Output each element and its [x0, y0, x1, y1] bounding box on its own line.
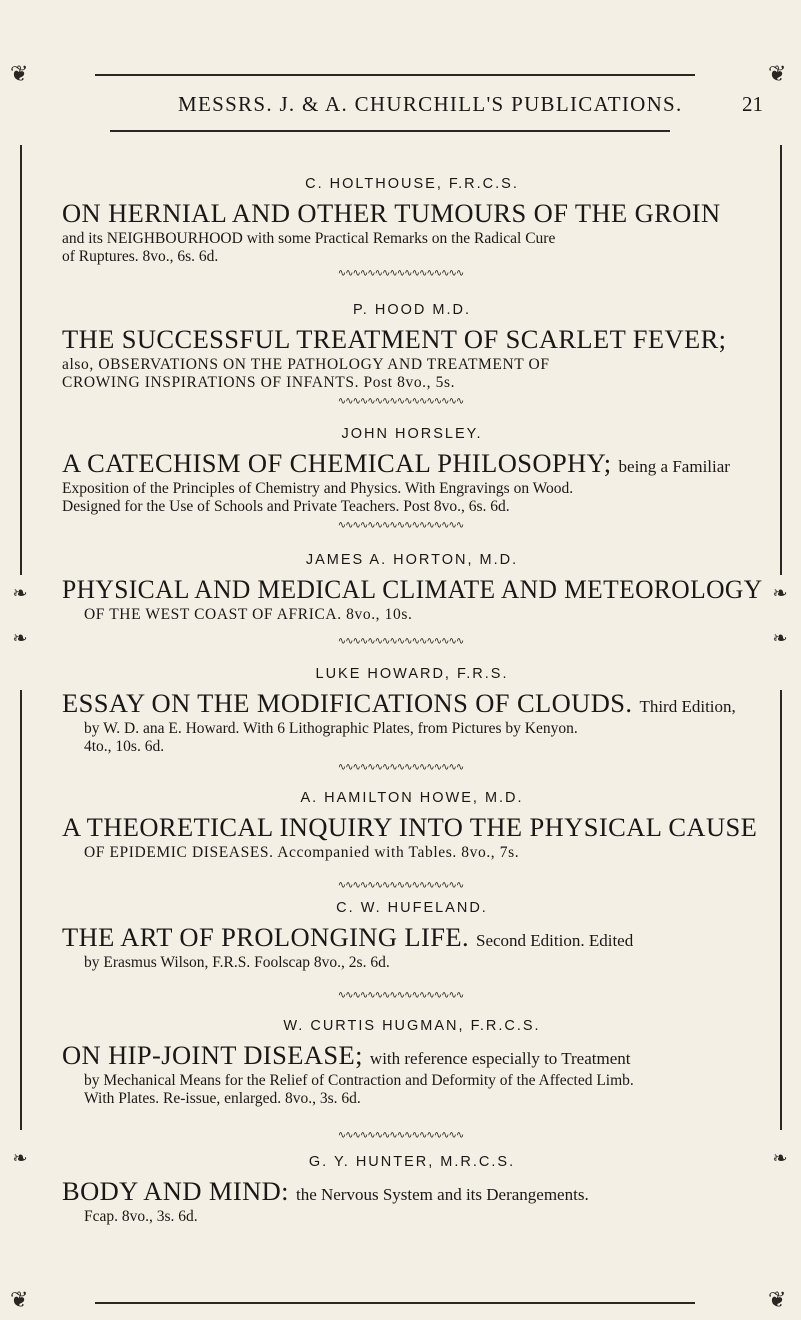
title-continuation: Second Edition. Edited: [476, 931, 634, 950]
corner-ornament-top-right: ❦: [768, 62, 787, 87]
catalogue-entry: [62, 1018, 762, 1108]
divider: ∿∿∿∿∿∿∿∿∿∿∿∿∿∿∿∿∿: [337, 1130, 464, 1141]
book-description: OF THE WEST COAST OF AFRICA. 8vo., 10s.: [84, 606, 413, 624]
book-title: [62, 922, 762, 952]
side-ornament-left-3: ❧: [12, 1148, 28, 1169]
title-main: THE ART OF PROLONGING LIFE.: [62, 922, 469, 952]
side-ornament-right-2: ❧: [772, 628, 788, 649]
top-rule: [95, 74, 695, 76]
book-description: by Erasmus Wilson, F.R.S. Foolscap 8vo., 2s. 6d.: [84, 954, 390, 972]
book-description: 4to., 10s. 6d.: [84, 738, 165, 756]
book-title: [62, 198, 762, 228]
title-main: ON HIP-JOINT DISEASE;: [62, 1040, 363, 1070]
book-description: also, OBSERVATIONS ON THE PATHOLOGY AND TREATMENT OF: [62, 356, 550, 374]
header-underline: [110, 130, 670, 132]
catalogue-entry: [62, 302, 762, 392]
book-description: Fcap. 8vo., 3s. 6d.: [84, 1208, 198, 1226]
title-continuation: being a Familiar: [618, 457, 730, 476]
side-ornament-right-1: ❧: [772, 583, 788, 604]
author-name: C. W. HUFELAND.: [336, 900, 488, 916]
title-main: A THEORETICAL INQUIRY INTO THE PHYSICAL CAUSE: [62, 812, 758, 842]
book-title: [62, 448, 762, 478]
title-continuation: with reference especially to Treatment: [369, 1049, 631, 1068]
book-description: by W. D. ana E. Howard. With 6 Lithographic Plates, from Pictures by Kenyon.: [84, 720, 578, 738]
author-name: LUKE HOWARD, F.R.S.: [315, 666, 509, 682]
title-continuation: the Nervous System and its Derangements.: [295, 1185, 589, 1204]
corner-ornament-bottom-right: ❦: [768, 1288, 787, 1313]
book-title: [62, 1176, 762, 1206]
book-title: [62, 574, 763, 604]
side-ornament-left-1: ❧: [12, 583, 28, 604]
title-main: PHYSICAL AND MEDICAL CLIMATE AND METEOROLOGY: [62, 574, 763, 604]
catalogue-entry: [62, 900, 762, 972]
divider: ∿∿∿∿∿∿∿∿∿∿∿∿∿∿∿∿∿: [337, 762, 464, 773]
side-ornament-right-3: ❧: [772, 1148, 788, 1169]
side-ornament-left-2: ❧: [12, 628, 28, 649]
divider: ∿∿∿∿∿∿∿∿∿∿∿∿∿∿∿∿∿: [337, 636, 464, 647]
divider: ∿∿∿∿∿∿∿∿∿∿∿∿∿∿∿∿∿: [337, 396, 464, 407]
book-title: [62, 1040, 762, 1070]
book-description: OF EPIDEMIC DISEASES. Accompanied with Tables. 8vo., 7s.: [84, 844, 520, 862]
title-main: ON HERNIAL AND OTHER TUMOURS OF THE GROIN: [62, 198, 721, 228]
book-description: and its NEIGHBOURHOOD with some Practical Remarks on the Radical Cure: [62, 230, 556, 248]
book-description: Designed for the Use of Schools and Private Teachers. Post 8vo., 6s. 6d.: [62, 498, 510, 516]
catalogue-entry: [62, 176, 762, 266]
book-description: of Ruptures. 8vo., 6s. 6d.: [62, 248, 219, 266]
catalogue-entry: [62, 1154, 762, 1226]
catalogue-entry: [62, 666, 762, 756]
author-name: JOHN HORSLEY.: [341, 426, 483, 442]
right-border-upper: [780, 145, 782, 575]
left-border-upper: [20, 145, 22, 575]
corner-ornament-bottom-left: ❦: [10, 1288, 29, 1313]
book-description: CROWING INSPIRATIONS OF INFANTS. Post 8vo., 5s.: [62, 374, 456, 392]
book-description: Exposition of the Principles of Chemistry and Physics. With Engravings on Wood.: [62, 480, 574, 498]
book-title: [62, 688, 762, 718]
author-name: C. HOLTHOUSE, F.R.C.S.: [305, 176, 519, 192]
divider: ∿∿∿∿∿∿∿∿∿∿∿∿∿∿∿∿∿: [337, 268, 464, 279]
title-main: ESSAY ON THE MODIFICATIONS OF CLOUDS.: [62, 688, 633, 718]
author-name: P. HOOD M.D.: [353, 302, 471, 318]
catalogue-entry: [62, 790, 762, 862]
author-name: A. HAMILTON HOWE, M.D.: [300, 790, 524, 806]
divider: ∿∿∿∿∿∿∿∿∿∿∿∿∿∿∿∿∿: [337, 880, 464, 891]
left-border-lower: [20, 690, 22, 1130]
book-description: With Plates. Re-issue, enlarged. 8vo., 3s. 6d.: [84, 1090, 361, 1108]
author-name: G. Y. HUNTER, M.R.C.S.: [308, 1154, 516, 1170]
author-name: W. CURTIS HUGMAN, F.R.C.S.: [283, 1018, 541, 1034]
running-header: MESSRS. J. & A. CHURCHILL'S PUBLICATIONS.: [178, 92, 683, 116]
author-name: JAMES A. HORTON, M.D.: [305, 552, 519, 568]
title-main: THE SUCCESSFUL TREATMENT OF SCARLET FEVER;: [62, 324, 727, 354]
book-title: [62, 324, 762, 354]
title-main: A CATECHISM OF CHEMICAL PHILOSOPHY;: [62, 448, 612, 478]
catalogue-entry: [62, 552, 762, 624]
bottom-rule: [95, 1302, 695, 1304]
divider: ∿∿∿∿∿∿∿∿∿∿∿∿∿∿∿∿∿: [337, 520, 464, 531]
title-continuation: Third Edition,: [639, 697, 736, 716]
book-title: [62, 812, 762, 842]
divider: ∿∿∿∿∿∿∿∿∿∿∿∿∿∿∿∿∿: [337, 990, 464, 1001]
page-number: 21: [742, 92, 763, 116]
book-description: by Mechanical Means for the Relief of Contraction and Deformity of the Affected Limb.: [84, 1072, 634, 1090]
title-main: BODY AND MIND:: [62, 1176, 289, 1206]
corner-ornament-top-left: ❦: [10, 62, 29, 87]
right-border-lower: [780, 690, 782, 1130]
catalogue-entry: [62, 426, 762, 516]
